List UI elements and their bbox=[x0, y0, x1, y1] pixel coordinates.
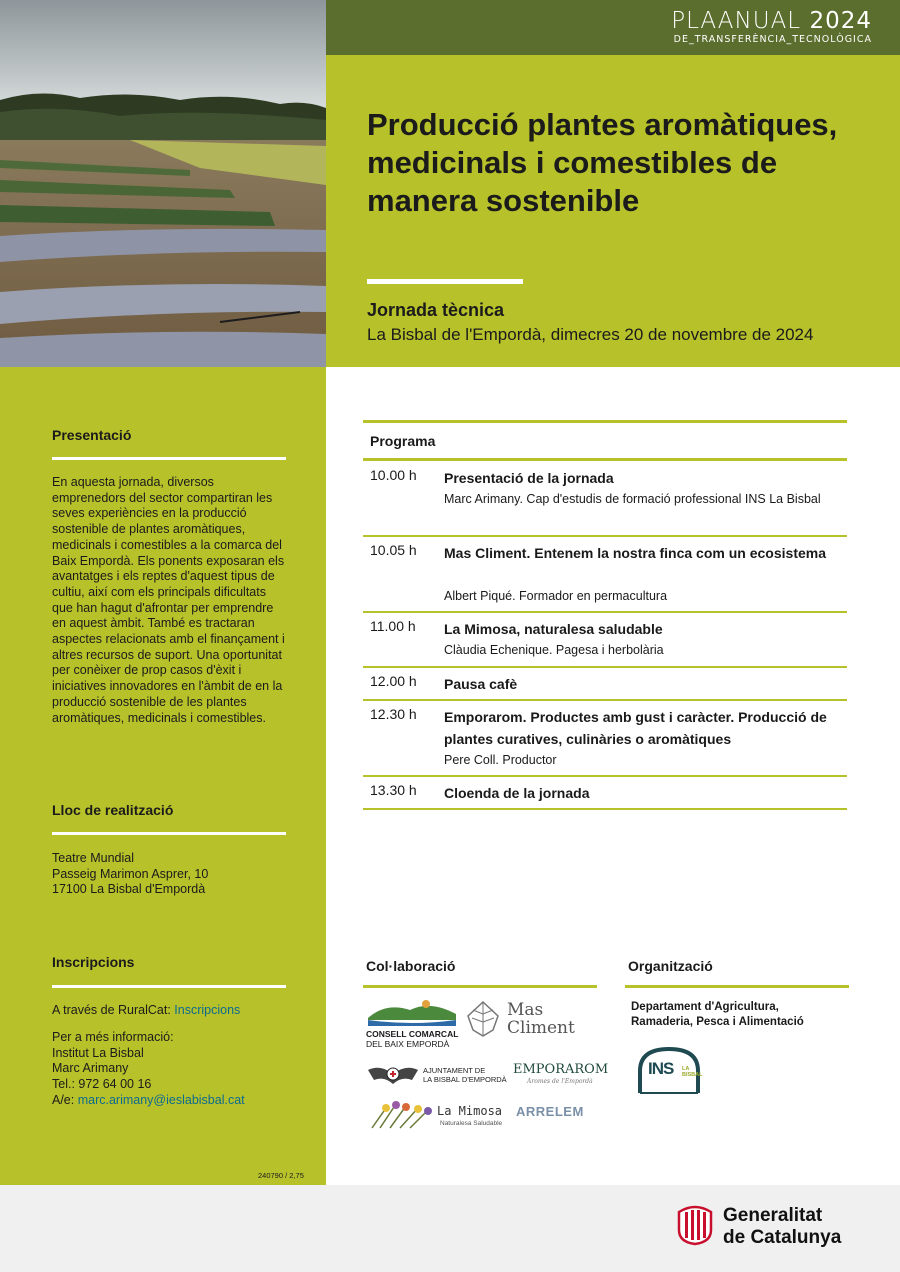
mas-climent-leaf-icon bbox=[466, 1000, 500, 1038]
plan-anual-title bbox=[671, 8, 872, 34]
programa-time: 13.30 h bbox=[370, 782, 417, 798]
presentacio-text: En aquesta jornada, diversos emprenedors del sector compartiran les seves experiències en la producció sostenible de plantes aromàtiques, medicinals i comestibles a la comarca del Baix Empordà. Els ponents exposaran els avantatges i els reptes d'aquest tipus de cultiu, així com els principals dificultats que han hagut d'afrontar per emprendre en aquest àmbit. També es tractaran aspectes relacionats amb el finançament i altres recursos de suport. Una oportunitat per conèixer de prop casos d'èxit i iniciatives innovadores en l'àmbit de en la producció sostenible de les plantes aromàtiques, medicinals i comestibles. bbox=[52, 475, 285, 725]
programa-desc: Albert Piqué. Formador en permacultura bbox=[444, 589, 668, 603]
contact-phone: Tel.: 972 64 00 16 bbox=[52, 1077, 152, 1092]
collaboracio-heading: Col·laboració bbox=[366, 958, 456, 974]
inscripcions-divider bbox=[52, 985, 286, 988]
mas-climent-line2: Climent bbox=[507, 1018, 575, 1038]
inscripcions-contact bbox=[52, 1030, 288, 1109]
lloc-street: Passeig Marimon Asprer, 10 bbox=[52, 866, 209, 881]
plan-anual-logo bbox=[671, 8, 872, 46]
document-code: 240790 / 2,75 bbox=[258, 1171, 304, 1180]
info-label: Per a més informació: bbox=[52, 1030, 174, 1044]
programa-time: 10.05 h bbox=[370, 542, 417, 558]
organitzacio-heading: Organització bbox=[628, 958, 713, 974]
footer bbox=[0, 1185, 900, 1272]
organitzacio-department bbox=[631, 1000, 804, 1030]
header-photo-fields bbox=[0, 0, 326, 367]
plan-anual-year: 2024 bbox=[809, 8, 872, 34]
contact-institution: Institut La Bisbal bbox=[52, 1045, 144, 1060]
email-prefix: A/e: bbox=[52, 1092, 78, 1107]
hero-panel bbox=[326, 55, 900, 367]
emporarom-tagline: Aromes de l'Empordà bbox=[527, 1078, 593, 1085]
consell-comarcal-logo bbox=[366, 1029, 458, 1049]
event-place-date: La Bisbal de l'Empordà, dimecres 20 de novembre de 2024 bbox=[367, 325, 814, 344]
presentacio-divider bbox=[52, 457, 286, 460]
arrelem-logo: ARRELEM bbox=[516, 1104, 584, 1119]
ins-logo-text: INS bbox=[648, 1059, 674, 1078]
field-illustration bbox=[0, 0, 326, 367]
programa-title: Emporarom. Productes amb gust i caràcter. Producció de plantes curatives, culinàries o aromàtiques bbox=[444, 709, 827, 747]
inscripcions-heading: Inscripcions bbox=[52, 954, 135, 970]
lloc-divider bbox=[52, 832, 286, 835]
la-mimosa-tagline: Naturalesa Saludable bbox=[440, 1120, 503, 1127]
programa-title: La Mimosa, naturalesa saludable bbox=[444, 621, 663, 637]
ajuntament-shield-icon bbox=[366, 1062, 420, 1088]
presentacio-heading: Presentació bbox=[52, 427, 132, 443]
programa-time: 12.00 h bbox=[370, 673, 417, 689]
programa-desc: Clàudia Echenique. Pagesa i herbolària bbox=[444, 643, 664, 657]
generalitat-line1: Generalitat bbox=[723, 1205, 823, 1226]
programa-title: Cloenda de la jornada bbox=[444, 785, 590, 801]
programa-time: 12.30 h bbox=[370, 706, 417, 722]
la-mimosa-logo: La Mimosa bbox=[437, 1104, 503, 1118]
consell-line1: CONSELL COMARCAL bbox=[366, 1029, 459, 1039]
lloc-address bbox=[52, 851, 288, 898]
inscripcions-link[interactable]: Inscripcions bbox=[174, 1003, 241, 1017]
ajuntament-line1: AJUNTAMENT DE bbox=[423, 1066, 486, 1075]
lloc-city: 17100 La Bisbal d'Empordà bbox=[52, 882, 206, 897]
email-link[interactable]: marc.arimany@ieslabisbal.cat bbox=[77, 1092, 245, 1107]
programa-top-rule bbox=[363, 420, 847, 423]
ajuntament-line2: LA BISBAL D'EMPORDÀ bbox=[423, 1075, 507, 1084]
ajuntament-logo bbox=[423, 1066, 507, 1084]
programa-row-rule bbox=[363, 535, 847, 537]
mas-climent-logo bbox=[507, 1001, 575, 1037]
generalitat-logo-text bbox=[723, 1205, 841, 1249]
generalitat-emblem-icon bbox=[677, 1202, 713, 1246]
programa-time: 11.00 h bbox=[370, 618, 416, 634]
programa-row-rule bbox=[363, 666, 847, 668]
programa-row-rule bbox=[363, 775, 847, 777]
programa-header-rule bbox=[363, 458, 847, 461]
hero-divider bbox=[367, 279, 523, 284]
contact-person: Marc Arimany bbox=[52, 1061, 129, 1076]
inscripcions-via-prefix: A través de RuralCat: bbox=[52, 1003, 175, 1017]
programa-desc: Pere Coll. Productor bbox=[444, 753, 557, 767]
programa-bottom-rule bbox=[363, 808, 847, 810]
plan-anual-word: PLAANUAL bbox=[671, 8, 802, 34]
department-line1: Departament d'Agricultura, bbox=[631, 1001, 779, 1013]
mas-climent-line1: Mas bbox=[507, 1000, 544, 1020]
programa-row-rule bbox=[363, 699, 847, 701]
event-type: Jornada tècnica bbox=[367, 300, 505, 320]
lloc-venue: Teatre Mundial bbox=[52, 851, 134, 865]
la-mimosa-flowers-icon bbox=[366, 1100, 436, 1132]
lloc-heading: Lloc de realització bbox=[52, 802, 174, 818]
programa-title: Presentació de la jornada bbox=[444, 470, 614, 486]
programa-heading: Programa bbox=[370, 433, 436, 449]
ins-logo-subtext: LA BISBAL bbox=[682, 1066, 703, 1078]
generalitat-line2: de Catalunya bbox=[723, 1227, 842, 1248]
programa-desc: Marc Arimany. Cap d'estudis de formació professional INS La Bisbal bbox=[444, 492, 821, 506]
contact-email-row bbox=[52, 1093, 288, 1109]
page-title: Producció plantes aromàtiques, medicinals i comestibles de manera sostenible bbox=[367, 107, 838, 218]
consell-line2: DEL BAIX EMPORDÀ bbox=[366, 1039, 450, 1049]
programa-time: 10.00 h bbox=[370, 467, 417, 483]
consell-comarcal-emblem-icon bbox=[366, 996, 458, 1028]
programa-title: Pausa cafè bbox=[444, 676, 518, 692]
programa-row-rule bbox=[363, 611, 847, 613]
organitzacio-divider bbox=[625, 985, 849, 988]
department-line2: Ramaderia, Pesca i Alimentació bbox=[631, 1016, 804, 1028]
programa-title: Mas Climent. Entenem la nostra finca com un ecosistema bbox=[444, 545, 826, 561]
top-bar bbox=[326, 0, 900, 55]
emporarom-logo: EMPORAROM bbox=[513, 1062, 609, 1077]
inscripcions-via bbox=[52, 1003, 288, 1019]
plan-anual-subtitle: DE_TRANSFERÈNCIA_TECNOLÒGICA bbox=[673, 34, 872, 45]
collaboracio-divider bbox=[363, 985, 597, 988]
